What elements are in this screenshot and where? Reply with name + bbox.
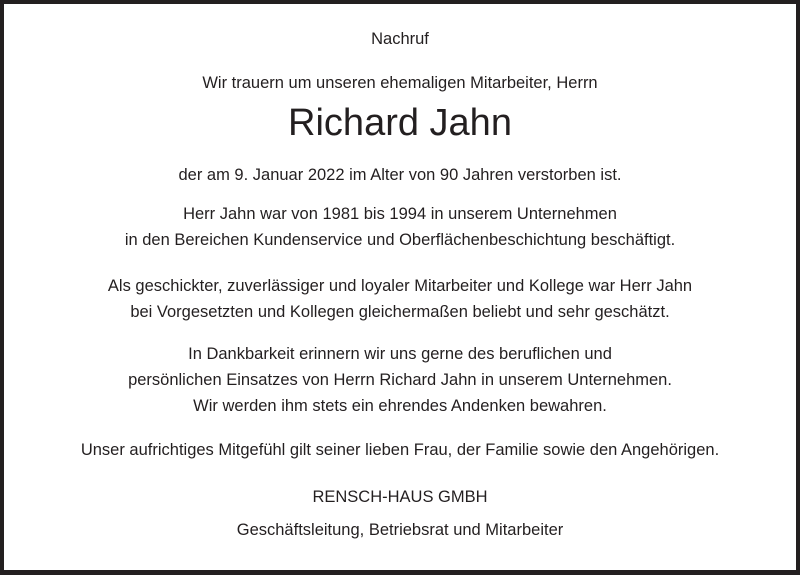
paragraph-line: Herr Jahn war von 1981 bis 1994 in unserem Unternehmen: [183, 205, 617, 223]
company-name: RENSCH-HAUS GMBH: [312, 488, 488, 506]
paragraph-line: In Dankbarkeit erinnern wir uns gerne des beruflichen und: [188, 345, 612, 363]
paragraph-line: Als geschickter, zuverlässiger und loyaler Mitarbeiter und Kollege war Herr Jahn: [107, 277, 693, 295]
signatories: Geschäftsleitung, Betriebsrat und Mitarbeiter: [236, 521, 564, 539]
paragraph-line: bei Vorgesetzten und Kollegen gleichermaßen beliebt und sehr geschätzt.: [130, 303, 670, 321]
paragraph-line: Wir werden ihm stets ein ehrendes Andenken bewahren.: [193, 397, 607, 415]
intro-text: Wir trauern um unseren ehemaligen Mitarbeiter, Herrn: [202, 74, 598, 92]
paragraph-line: persönlichen Einsatzes von Herrn Richard Jahn in unserem Unternehmen.: [128, 371, 672, 389]
obituary-notice: [4, 4, 796, 570]
paragraph-line: Unser aufrichtiges Mitgefühl gilt seiner lieben Frau, der Familie sowie den Angehörigen.: [80, 441, 720, 459]
paragraph-line: in den Bereichen Kundenservice und Oberflächenbeschichtung beschäftigt.: [124, 231, 676, 249]
death-line: der am 9. Januar 2022 im Alter von 90 Jahren verstorben ist.: [178, 166, 622, 184]
deceased-name: Richard Jahn: [288, 102, 512, 144]
heading: Nachruf: [371, 30, 429, 48]
